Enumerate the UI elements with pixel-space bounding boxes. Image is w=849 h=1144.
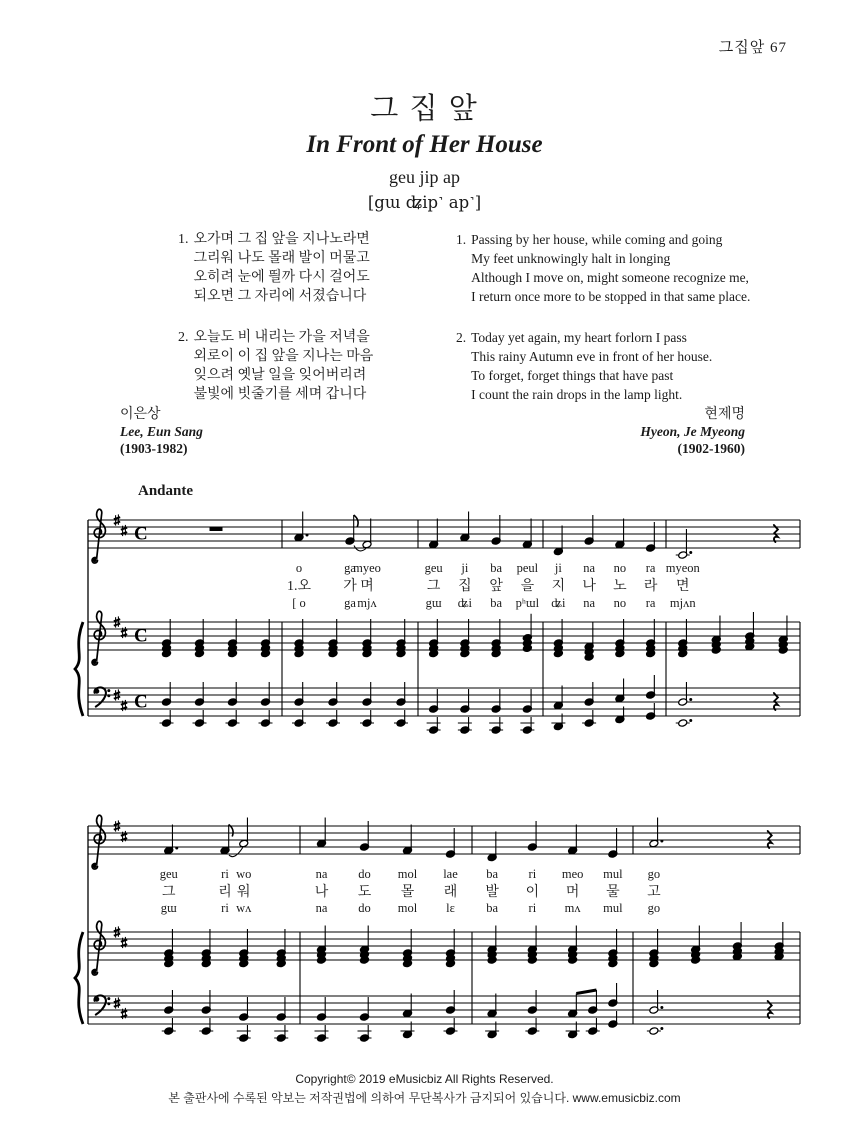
svg-text:발: 발 (485, 885, 499, 900)
svg-text:C: C (134, 691, 148, 713)
lyricist-credit (120, 406, 203, 457)
svg-text:라: 라 (643, 579, 658, 594)
svg-text:peul: peul (516, 561, 539, 575)
svg-text:1.오: 1.오 (286, 579, 312, 594)
svg-text:mul: mul (603, 867, 623, 881)
verse-line: This rainy Autumn eve in front of her house. (471, 349, 713, 364)
svg-text:리: 리 (218, 885, 232, 900)
verse-line: 그리워 나도 몰래 발이 머물고 (193, 251, 370, 266)
svg-text:집: 집 (458, 579, 472, 594)
svg-text:[ o: [ o (292, 596, 306, 610)
svg-text:ga: ga (344, 561, 356, 575)
svg-text:na: na (583, 596, 596, 610)
composer-years: (1902-1960) (677, 441, 745, 456)
svg-text:geu: geu (159, 867, 178, 881)
svg-text:mjʌ: mjʌ (357, 596, 377, 610)
svg-text:mol: mol (397, 867, 418, 881)
svg-text:C: C (134, 625, 148, 647)
verse-number: 2. (456, 330, 467, 345)
verse-line: Passing by her house, while coming and going (471, 232, 723, 247)
verse-line: 불빛에 빗줄기를 세며 갑니다 (193, 387, 367, 402)
verse-line: 오가며 그 집 앞을 지나노라면 (193, 232, 370, 247)
verse-number: 1. (456, 232, 467, 247)
svg-text:물: 물 (606, 885, 620, 900)
publisher-website[interactable]: www.emusicbiz.com (572, 1091, 681, 1105)
svg-text:ʥi: ʥi (551, 596, 566, 610)
copyright-notice-korean: 본 출판사에 수록된 악보는 저작권법에 의하여 무단복사가 금지되어 있습니다. www.emusicbiz.com (168, 1091, 681, 1105)
svg-text:mol: mol (397, 901, 418, 915)
svg-text:이: 이 (525, 885, 540, 900)
lyricist-name-korean: 이은상 (120, 407, 161, 422)
copyright-line: Copyright© 2019 eMusicbiz All Rights Reserved. (295, 1072, 554, 1086)
svg-text:앞: 앞 (489, 579, 503, 594)
svg-text:myeo: myeo (353, 561, 381, 575)
svg-text:ji: ji (461, 561, 469, 575)
svg-text:을: 을 (520, 579, 535, 594)
svg-text:wʌ: wʌ (236, 901, 252, 915)
svg-text:meo: meo (561, 867, 584, 881)
svg-text:ba: ba (490, 561, 503, 575)
svg-text:도: 도 (357, 885, 372, 900)
svg-text:나: 나 (582, 579, 596, 594)
svg-text:면: 면 (675, 579, 690, 594)
svg-text:ʥi: ʥi (457, 596, 472, 610)
english-verse-1 (456, 230, 750, 306)
svg-text:na: na (315, 901, 328, 915)
composer-credit (640, 406, 745, 457)
svg-text:ba: ba (486, 901, 499, 915)
svg-text:no: no (613, 561, 627, 575)
svg-text:며: 며 (360, 579, 374, 594)
svg-text:wo: wo (236, 867, 252, 881)
verse-line: 잊으려 옛날 일을 잊어버리려 (193, 368, 367, 383)
verse-line: Today yet again, my heart forlorn I pass (471, 330, 687, 345)
svg-text:C: C (134, 523, 148, 545)
svg-text:o: o (295, 561, 303, 575)
svg-text:myeon: myeon (665, 561, 700, 575)
svg-text:go: go (647, 901, 661, 915)
svg-text:ri: ri (221, 901, 229, 915)
verse-line: 오늘도 비 내리는 가을 저녁을 (193, 330, 370, 345)
english-verse-2 (456, 328, 712, 404)
svg-text:ga: ga (344, 596, 356, 610)
verse-line: 오히려 눈에 띌까 다시 걸어도 (193, 270, 370, 285)
svg-text:lae: lae (443, 867, 458, 881)
verse-number: 2. (178, 330, 189, 345)
verse-line: To forget, forget things that have past (471, 368, 674, 383)
svg-text:mul: mul (603, 901, 623, 915)
svg-text:그: 그 (426, 579, 441, 594)
svg-text:ji: ji (554, 561, 562, 575)
running-title-and-page-number: 그집앞 67 (718, 40, 787, 56)
svg-text:ri: ri (528, 901, 537, 915)
song-title-ipa: [gɯ ʥip˺ ap˺] (367, 193, 482, 212)
svg-text:na: na (315, 867, 328, 881)
svg-text:gɯ: gɯ (160, 901, 177, 915)
svg-text:가: 가 (343, 579, 357, 594)
page-header (719, 36, 787, 57)
korean-verse-1 (178, 230, 370, 306)
svg-text:pʰɯl: pʰɯl (515, 596, 540, 610)
svg-text:geu: geu (424, 561, 443, 575)
svg-text:워: 워 (236, 885, 251, 900)
svg-text:na: na (583, 561, 596, 575)
svg-text:mjʌn: mjʌn (669, 596, 696, 610)
svg-text:ra: ra (645, 596, 656, 610)
verse-line: I return once more to be stopped in that same place. (471, 289, 751, 304)
svg-text:ri: ri (221, 867, 229, 881)
svg-text:go: go (647, 867, 661, 881)
svg-text:래: 래 (443, 885, 458, 900)
verse-number: 1. (178, 232, 189, 247)
song-title-romanization: geu jip ap (389, 167, 460, 187)
lyricist-name-english: Lee, Eun Sang (120, 424, 203, 439)
svg-text:ba: ba (490, 596, 503, 610)
verse-line: 외로이 이 집 앞을 지나는 마음 (193, 349, 374, 364)
svg-text:ri: ri (528, 867, 537, 881)
verse-line: I count the rain drops in the lamp light. (471, 387, 683, 402)
verse-line: Although I move on, might someone recognize me, (471, 270, 749, 285)
footer (0, 1072, 849, 1106)
song-title-korean: 그 집 앞 (370, 93, 479, 125)
svg-text:gɯ: gɯ (425, 596, 442, 610)
svg-text:머: 머 (565, 885, 580, 900)
korean-verse-2 (178, 328, 373, 404)
lyricist-years: (1903-1982) (120, 441, 188, 456)
song-title-english: In Front of Her House (306, 131, 543, 158)
svg-text:mʌ: mʌ (564, 901, 581, 915)
svg-text:do: do (358, 867, 371, 881)
verse-line: 되오면 그 자리에 서졌습니다 (193, 289, 367, 304)
composer-name-korean: 현제명 (704, 407, 745, 422)
svg-text:고: 고 (647, 885, 661, 900)
verse-line: My feet unknowingly halt in longing (471, 251, 671, 266)
svg-text:lɛ: lɛ (446, 901, 455, 915)
svg-text:do: do (358, 901, 371, 915)
svg-text:노: 노 (613, 579, 627, 594)
svg-text:그: 그 (161, 885, 176, 900)
title-block (0, 86, 849, 213)
svg-text:몰: 몰 (400, 885, 415, 900)
tempo-marking: Andante (138, 483, 194, 499)
svg-text:no: no (613, 596, 627, 610)
svg-text:ba: ba (486, 867, 499, 881)
svg-text:나: 나 (314, 885, 329, 900)
svg-text:지: 지 (551, 579, 566, 594)
svg-text:ra: ra (645, 561, 656, 575)
composer-name-english: Hyeon, Je Myeong (640, 424, 745, 439)
